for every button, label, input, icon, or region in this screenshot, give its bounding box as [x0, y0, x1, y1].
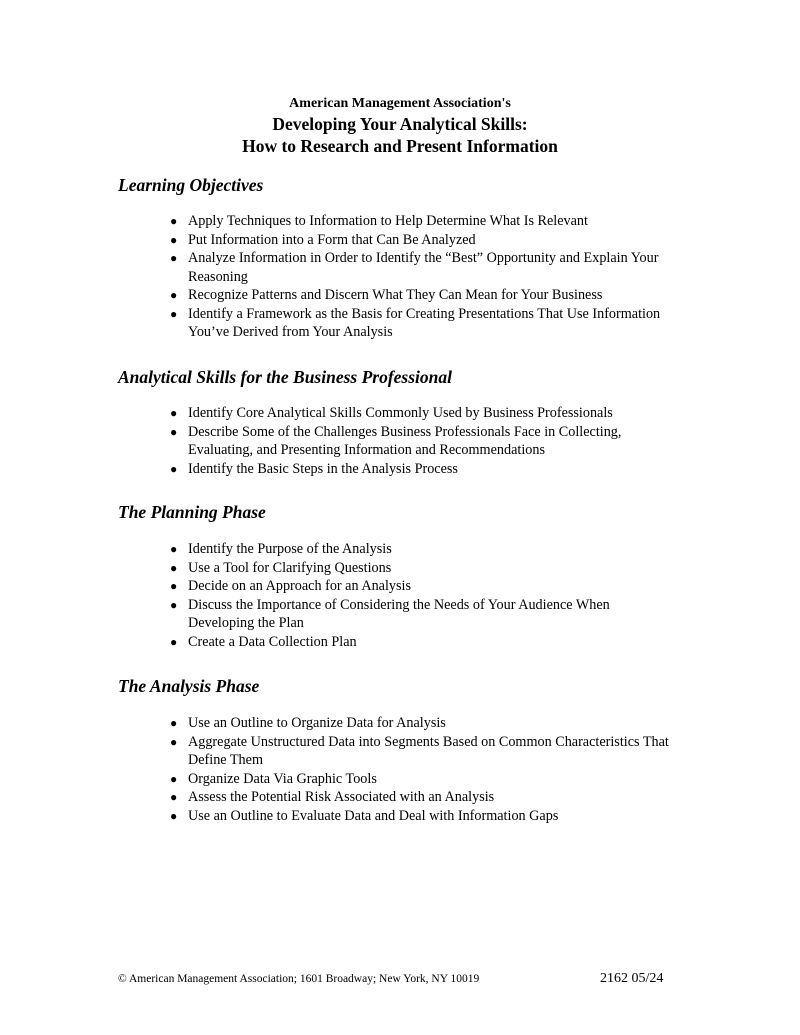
list-item: ● Decide on an Approach for an Analysis	[170, 578, 411, 594]
list-item: ● Analyze Information in Order to Identify the “Best” Opportunity and Explain Your Reasoning	[170, 250, 659, 285]
section-learning-objectives	[118, 174, 718, 340]
footer-copyright: © American Management Association; 1601 Broadway; New York, NY 10019	[118, 973, 480, 985]
bullet-icon: ●	[170, 579, 178, 593]
bullet-icon: ●	[170, 214, 178, 228]
section-heading: The Planning Phase	[118, 502, 266, 522]
list-item: ● Assess the Potential Risk Associated with an Analysis	[170, 789, 495, 805]
organization-name: American Management Association's	[289, 96, 511, 111]
list-item: ● Identify the Purpose of the Analysis	[170, 541, 392, 557]
course-title-line-2: How to Research and Present Information	[242, 136, 558, 156]
list-item: ● Identify the Basic Steps in the Analysis Process	[170, 460, 458, 477]
list-item: ● Use a Tool for Clarifying Questions	[170, 559, 392, 576]
list-item: ● Describe Some of the Challenges Business Professionals Face in Collecting, Evaluating, and Presenting Information and Recommendations	[170, 423, 622, 458]
bullet-icon: ●	[170, 790, 178, 804]
bullet-icon: ●	[170, 306, 178, 321]
bullet-list	[170, 540, 670, 651]
list-item: ● Use an Outline to Organize Data for Analysis	[170, 715, 446, 731]
list-item: ● Create a Data Collection Plan	[170, 633, 357, 650]
list-item: ● Organize Data Via Graphic Tools	[170, 770, 377, 787]
bullet-icon: ●	[170, 232, 178, 247]
section-heading: The Analysis Phase	[118, 676, 260, 696]
list-item: ● Recognize Patterns and Discern What They Can Mean for Your Business	[170, 287, 603, 303]
list-item: ● Identify Core Analytical Skills Commonly Used by Business Professionals	[170, 405, 613, 421]
bullet-icon: ●	[170, 424, 178, 439]
course-title-line-1: Developing Your Analytical Skills:	[272, 114, 528, 134]
bullet-icon: ●	[170, 288, 178, 302]
bullet-list	[170, 212, 670, 342]
section-analytical-skills	[118, 366, 718, 477]
bullet-icon: ●	[170, 560, 178, 575]
bullet-icon: ●	[170, 634, 178, 649]
bullet-icon: ●	[170, 808, 178, 823]
bullet-icon: ●	[170, 406, 178, 420]
bullet-icon: ●	[170, 461, 178, 476]
list-item: ● Use an Outline to Evaluate Data and Deal with Information Gaps	[170, 807, 559, 824]
section-analysis-phase	[118, 675, 718, 824]
list-item: ● Put Information into a Form that Can Be Analyzed	[170, 231, 476, 248]
bullet-icon: ●	[170, 771, 178, 786]
bullet-icon: ●	[170, 734, 178, 749]
bullet-icon: ●	[170, 251, 178, 265]
bullet-icon: ●	[170, 716, 178, 730]
list-item: ● Identify a Framework as the Basis for Creating Presentations That Use Information You’ve Derived from Your Analysis	[170, 305, 661, 340]
list-item: ● Discuss the Importance of Considering the Needs of Your Audience When Developing the Plan	[170, 596, 610, 631]
bullet-icon: ●	[170, 542, 178, 556]
bullet-list	[170, 714, 670, 825]
footer-code: 2162 05/24	[600, 971, 664, 986]
section-planning-phase	[118, 501, 718, 650]
list-item: ● Aggregate Unstructured Data into Segments Based on Common Characteristics That Define Them	[170, 733, 669, 768]
document-header	[0, 95, 800, 157]
bullet-list	[170, 404, 670, 478]
bullet-icon: ●	[170, 597, 178, 612]
section-heading: Learning Objectives	[118, 175, 264, 195]
section-heading: Analytical Skills for the Business Professional	[118, 367, 453, 387]
list-item: ● Apply Techniques to Information to Help Determine What Is Relevant	[170, 213, 588, 229]
